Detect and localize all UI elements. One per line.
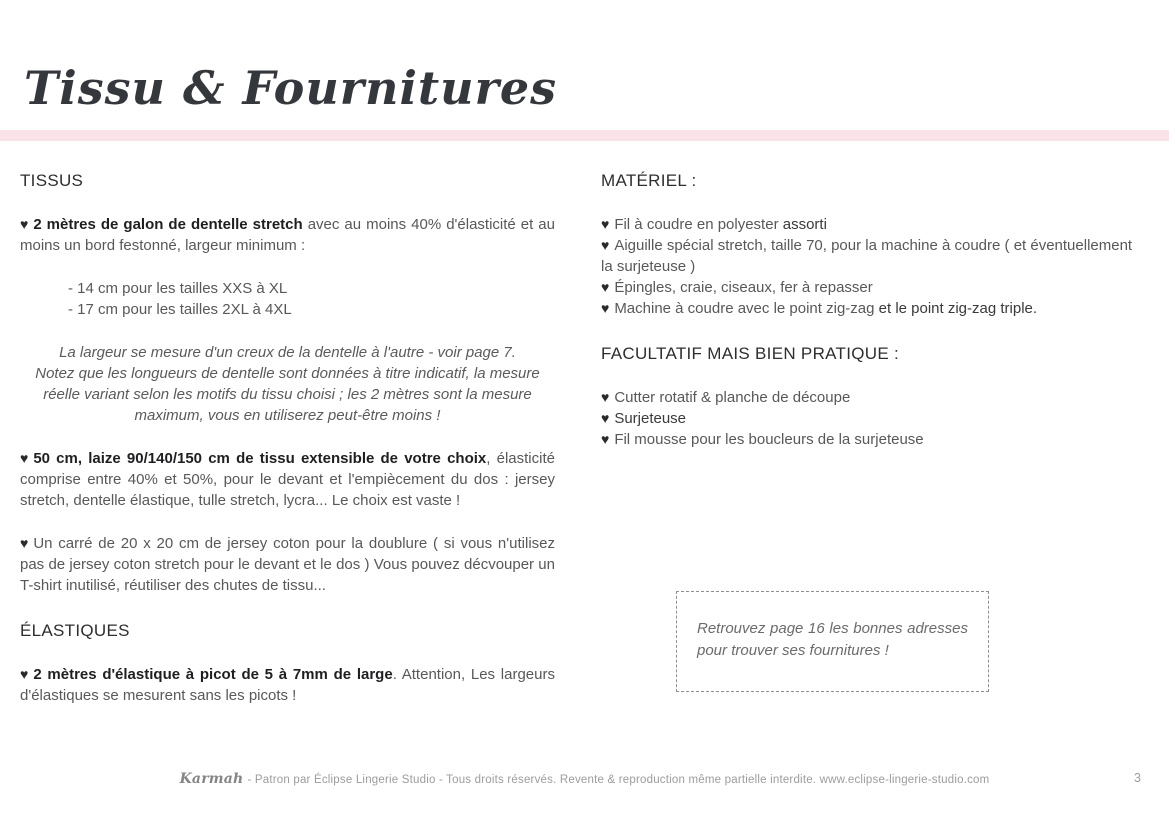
heart-icon: ♥	[601, 216, 610, 232]
size-item-2xl-4xl: - 17 cm pour les tailles 2XL à 4XL	[68, 301, 292, 318]
elastic-bold-text: 2 mètres d'élastique à picot de 5 à 7mm de large	[33, 666, 393, 683]
facultatif-heading: FACULTATIF MAIS BIEN PRATIQUE :	[601, 344, 900, 363]
heart-icon: ♥	[20, 666, 29, 682]
materiel-item-machine	[601, 298, 1141, 319]
facultatif-list	[601, 387, 1141, 450]
tissus-heading: TISSUS	[20, 171, 84, 190]
facultatif-item-serger	[601, 408, 1141, 429]
materiel-item-needle	[601, 235, 1141, 277]
size-list	[20, 278, 555, 320]
page-number: 3	[1134, 771, 1141, 785]
materiel-item-dark-text: assorti	[782, 216, 827, 233]
materiel-item-text: Aiguille spécial stretch, taille 70, pour la machine à coudre ( et éventuellement la surjeteuse )	[601, 237, 1133, 275]
heart-icon: ♥	[601, 279, 610, 295]
left-column	[20, 168, 555, 728]
pink-divider	[0, 130, 1169, 141]
lace-rest-text: avec au moins 40% d'élasticité et au moins un bord festonné, largeur minimum :	[20, 216, 555, 254]
fabric-requirement	[20, 448, 555, 511]
heart-icon: ♥	[601, 389, 610, 405]
heart-icon: ♥	[601, 410, 610, 426]
facultatif-item-text: Cutter rotatif & planche de découpe	[614, 389, 851, 406]
elastic-requirement	[20, 664, 555, 706]
materiel-item-thread	[601, 214, 1141, 235]
address-box	[676, 591, 989, 692]
materiel-item-pins	[601, 277, 1141, 298]
lace-note	[20, 342, 555, 426]
lace-note-line2: Notez que les longueurs de dentelle sont données à titre indicatif, la mesure réelle variant selon les motifs du tissu choisi ; les 2 mètres sont la mesure maximum, vous en utiliserez peut-être moins !	[35, 365, 540, 424]
lace-requirement	[20, 214, 555, 256]
materiel-item-text: Fil à coudre en polyester	[614, 216, 783, 233]
materiel-item-text: Machine à coudre avec le point zig-zag	[614, 300, 879, 317]
fabric-bold-text: 50 cm, laize 90/140/150 cm de tissu extensible de votre choix	[33, 450, 487, 467]
materiel-list	[601, 214, 1141, 319]
facultatif-item-foam-thread	[601, 429, 1141, 450]
footer-text: - Patron par Éclipse Lingerie Studio - Tous droits réservés. Revente & reproduction même partielle interdite. www.eclipse-lingerie-studio.com	[247, 774, 990, 786]
heart-icon: ♥	[20, 450, 29, 466]
lining-text: Un carré de 20 x 20 cm de jersey coton pour la doublure ( si vous n'utilisez pas de jersey coton stretch pour le devant et le dos ) Vous pouvez décvouper un T-shirt inutilisé, réutiliser des chutes de tissu...	[20, 535, 555, 594]
facultatif-item-text: Fil mousse pour les boucleurs de la surjeteuse	[614, 431, 924, 448]
footer	[0, 770, 1169, 789]
materiel-item-text: Épingles, craie, ciseaux, fer à repasser	[614, 279, 873, 296]
fabric-rest-text: , élasticité comprise entre 40% et 50%, pour le devant et l'empiècement du dos : jersey stretch, dentelle élastique, tulle stretch, lycra... Le choix est vaste !	[20, 450, 555, 509]
elastic-rest-text: . Attention, Les largeurs d'élastiques se mesurent sans les picots !	[20, 666, 555, 704]
lining-requirement	[20, 533, 555, 596]
lace-note-line1: La largeur se mesure d'un creux de la dentelle à l'autre - voir page 7.	[59, 344, 516, 361]
heart-icon: ♥	[601, 300, 610, 316]
materiel-heading: MATÉRIEL :	[601, 171, 697, 190]
address-note: Retrouvez page 16 les bonnes adresses pour trouver ses fournitures !	[697, 620, 968, 659]
facultatif-item-cutter	[601, 387, 1141, 408]
heart-icon: ♥	[20, 535, 29, 551]
size-item-xxs-xl: - 14 cm pour les tailles XXS à XL	[68, 280, 288, 297]
elastiques-heading: ÉLASTIQUES	[20, 621, 130, 640]
materiel-item-dark-text: et le point zig-zag triple.	[878, 300, 1038, 317]
facultatif-item-dark-text: Surjeteuse	[614, 410, 687, 427]
footer-brand: Karmah	[179, 771, 244, 787]
page-title: Tissu & Fournitures	[24, 61, 558, 115]
lace-bold-text: 2 mètres de galon de dentelle stretch	[33, 216, 303, 233]
heart-icon: ♥	[601, 237, 610, 253]
heart-icon: ♥	[601, 431, 610, 447]
heart-icon: ♥	[20, 216, 29, 232]
